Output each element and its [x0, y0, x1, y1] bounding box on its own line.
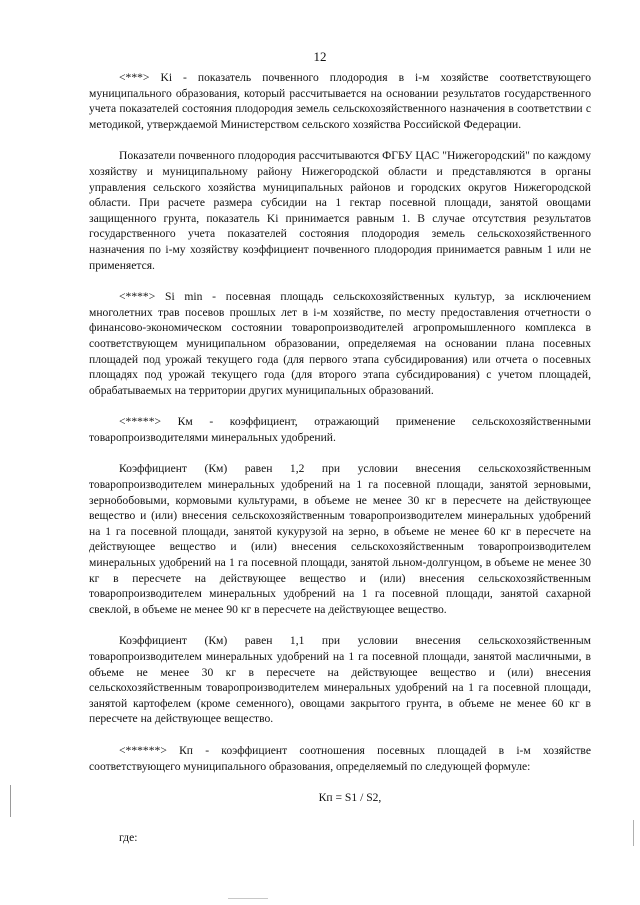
scan-artifact-bottom: [228, 898, 268, 899]
page-number: 12: [313, 49, 327, 64]
kp-formula: Кп = S1 / S2,: [318, 791, 382, 805]
km-1-1-paragraph: Коэффициент (Км) равен 1,1 при условии внесения сельскохозяйственным товаропроизводителем минеральных удобрений на 1 га посевной площади, занятой масличными, в объеме не менее 30 кг в пересчете на действующее вещество и (или) внесения сельскохозяйственным товаропроизводителем минеральных удобрений на 1 га посевной площади, занятой картофелем (кроме семенного), овощами закрытого грунта, в объеме не менее 60 кг в пересчете на действующее вещество.: [89, 634, 591, 726]
scan-artifact-left: [10, 785, 11, 817]
scan-artifact-right: [633, 820, 634, 846]
document-body: [89, 70, 591, 845]
km-1-2-paragraph: Коэффициент (Км) равен 1,2 при условии внесения сельскохозяйственным товаропроизводителем минеральных удобрений на 1 га посевной площади, занятой зерновыми, зернобобовыми, кормовыми культурами, в объеме не менее 30 кг в пересчете на действующее вещество и (или) внесения сельскохозяйственным товаропроизводителем минеральных удобрений на 1 га посевной площади, занятой кукурузой на зерно, в объеме не менее 60 кг в пересчете на действующее вещество и (или) внесения сельскохозяйственным товаропроизводителем минеральных удобрений на 1 га посевной площади, занятой льном-долгунцом, в объеме не менее 30 кг в пересчете на действующее вещество и (или) внесения сельскохозяйственным товаропроизводителем минеральных удобрений на 1 га посевной площади, занятой сахарной свеклой, в объеме не менее 90 кг в пересчете на действующее вещество.: [89, 462, 591, 616]
footnote-kp-paragraph: <******> Кп - коэффициент соотношения посевных площадей в i-м хозяйстве соответствующего муниципального образования, определяемый по следующей формуле:: [89, 743, 591, 773]
footnote-ki-paragraph: <***> Ki - показатель почвенного плодородия в i-м хозяйстве соответствующего муниципального образования, который рассчитывается на основании результатов государственного учета показателей состояния плодородия земель сельскохозяйственного назначения в соответствии с методикой, утверждаемой Министерством сельского хозяйства Российской Федерации.: [89, 71, 591, 131]
footnote-km-paragraph: <*****> Км - коэффициент, отражающий применение сельскохозяйственными товаропроизводителями минеральных удобрений.: [89, 415, 591, 444]
where-label: где:: [119, 830, 138, 844]
fertility-indicators-paragraph: Показатели почвенного плодородия рассчитываются ФГБУ ЦАС "Нижегородский" по каждому хозяйству и муниципальному району Нижегородской области и представляются в органы управления сельского хозяйства муниципальных районов и городских округов Нижегородской области. При расчете размера субсидии на 1 гектар посевной площади, занятой овощами защищенного грунта, показатель Ki принимается равным 1. В случае отсутствия результатов государственного учета показателей состояния плодородия земель сельскохозяйственного назначения по i-му хозяйству коэффициент почвенного плодородия принимается равным 1 или не применяется.: [89, 149, 591, 272]
footnote-si-min-paragraph: <****> Si min - посевная площадь сельскохозяйственных культур, за исключением многолетних трав посевов прошлых лет в i-м хозяйстве, по месту предоставления отчетности о финансово-экономическом состоянии товаропроизводителей агропромышленного комплекса в соответствующем муниципальном образовании, определяемая на основании плана посевных площадей под урожай текущего года (для первого этапа субсидирования) или отчета о посевных площадях под урожай текущего года (для второго этапа субсидирования) с учетом площадей, обрабатываемых на территории других муниципальных образований.: [89, 290, 591, 397]
